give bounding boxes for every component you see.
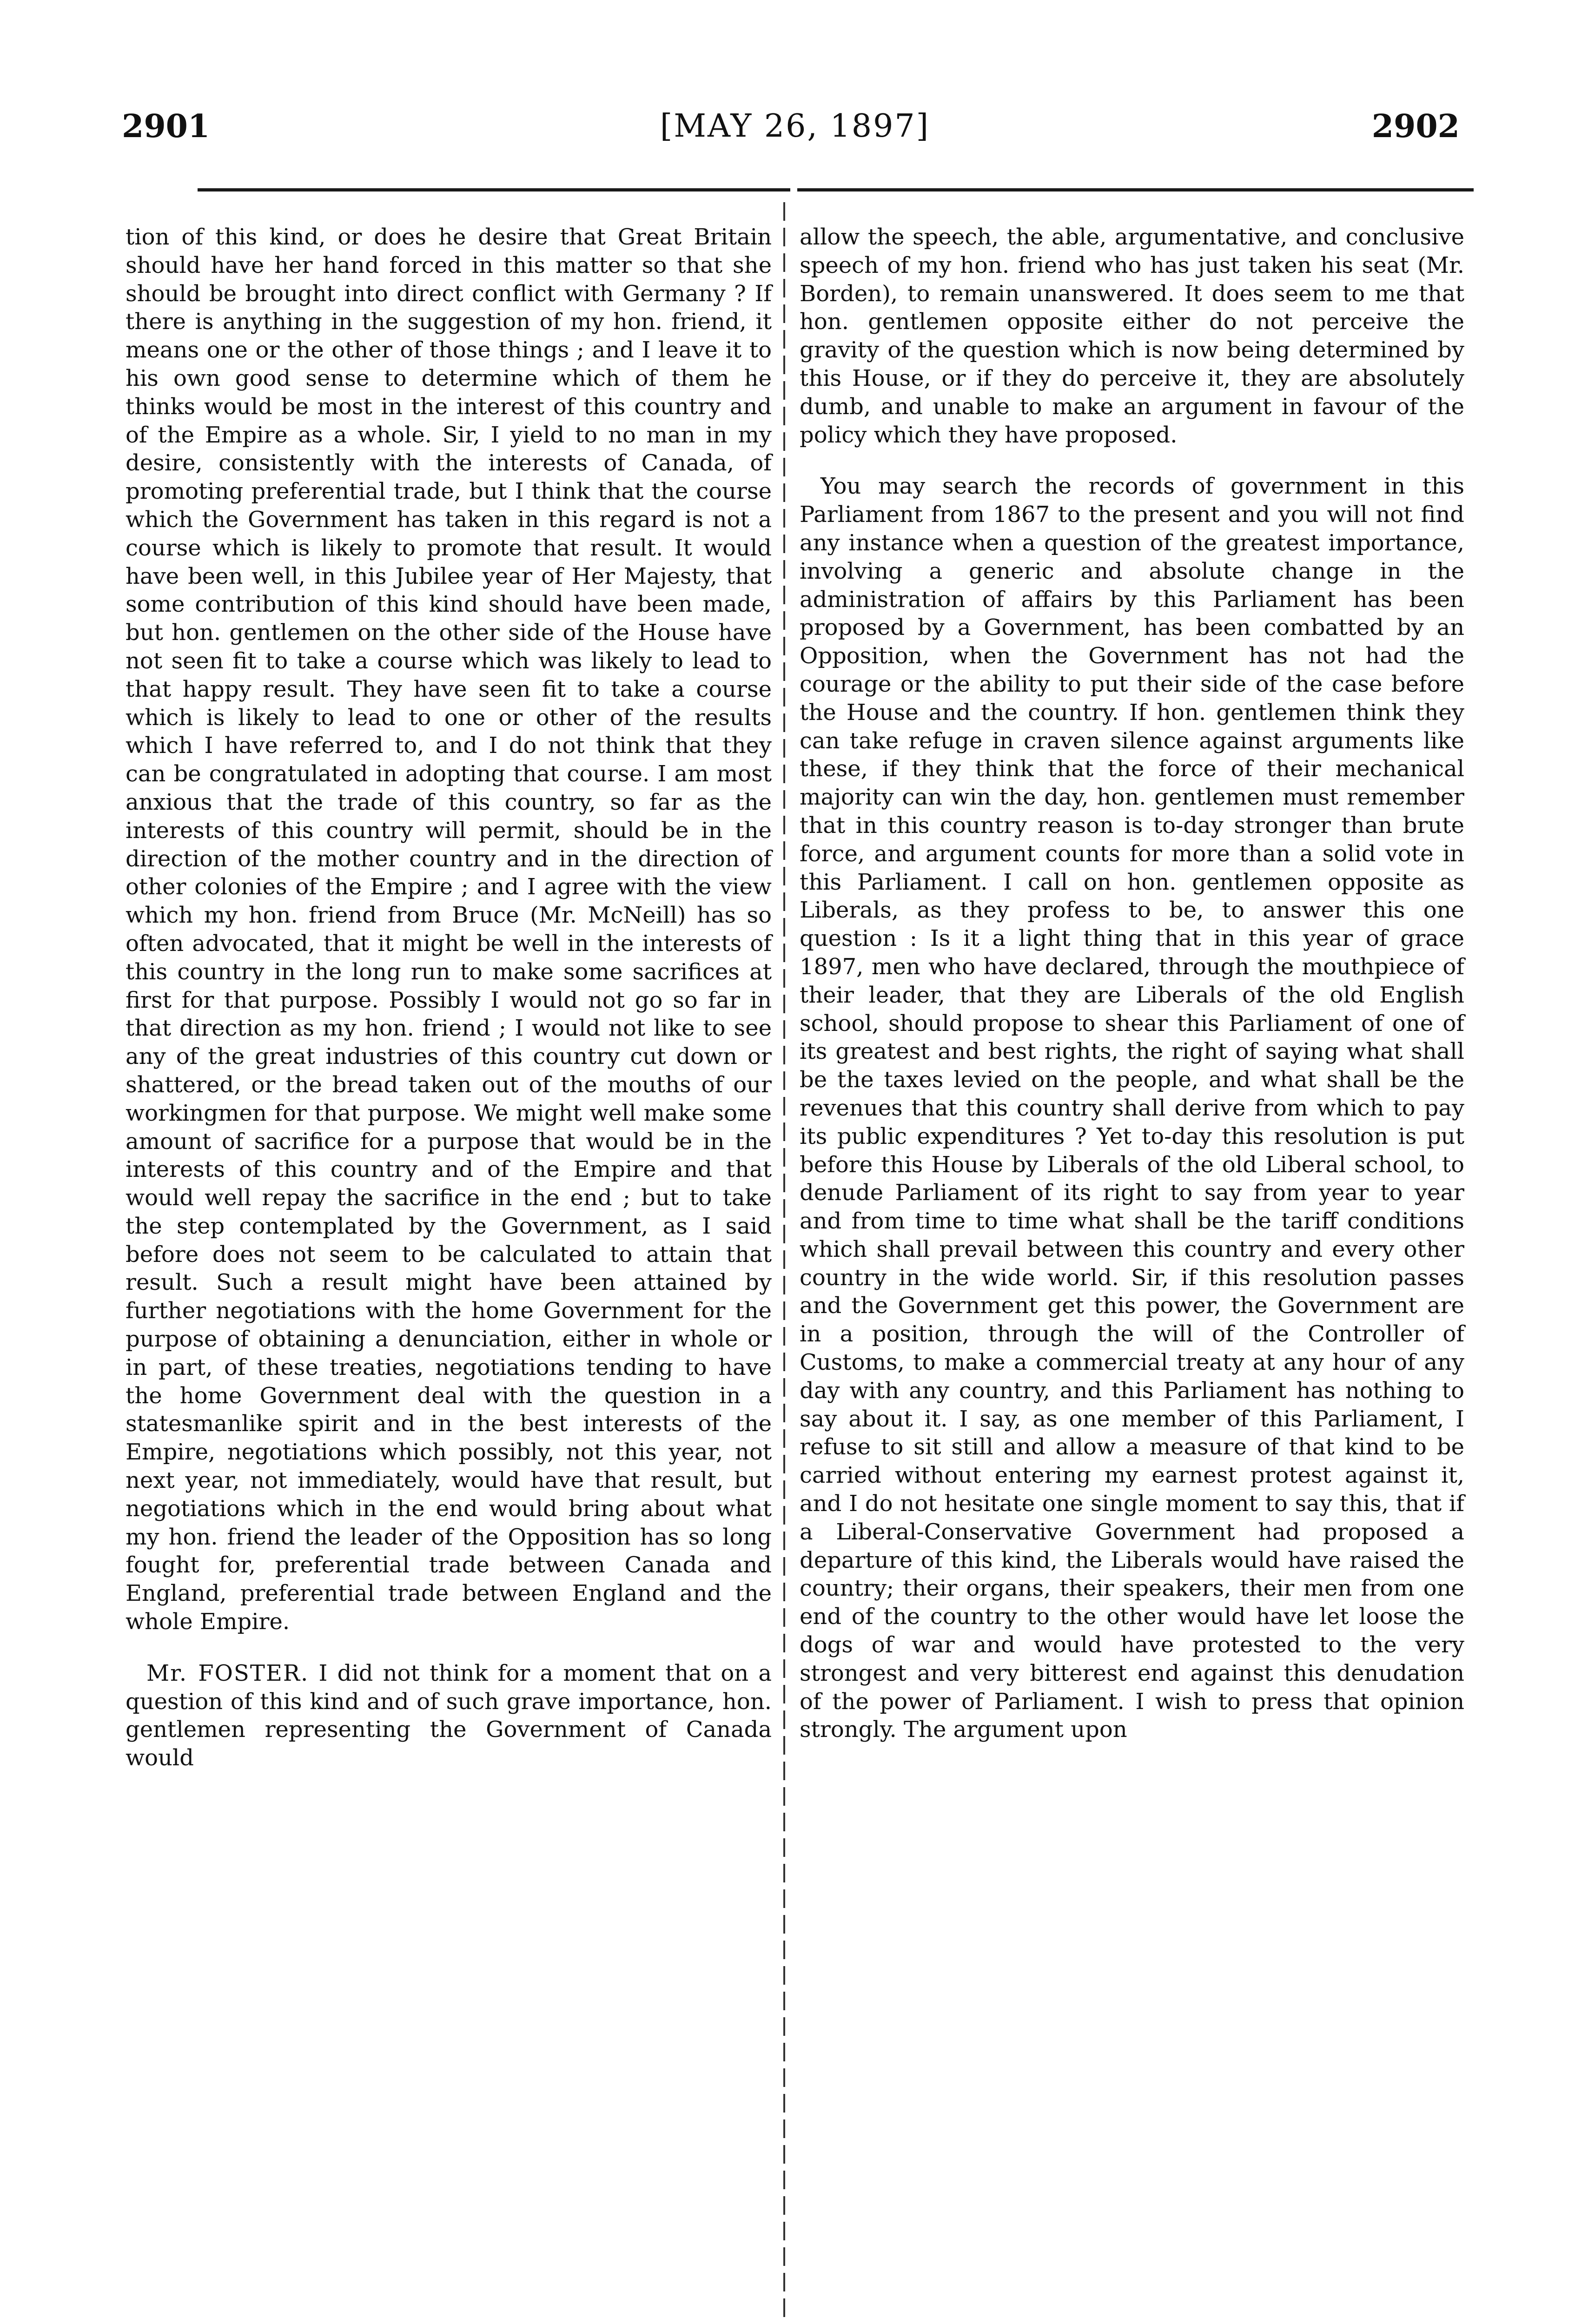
right-page-number: 2902 [1371,108,1460,145]
right-paragraph-2: You may search the records of government in this Parliament from 1867 to the present and you will not find any instance when a question of the greatest importance, involving a generic and absolute change in the administration of affairs by this Parliament has been proposed by a Government, has been combatted by an Opposition, when the Government has not had the courage or the ability to put their side of the case before the House and the country. If hon. gentlemen think they can take refuge in craven silence against arguments like these, if they think that the force of their mechanical majority can win the day, hon. gentlemen must remember that in this country reason is to-day stronger than brute force, and argument counts for more than a solid vote in this Parliament. I call on hon. gentlemen opposite as Liberals, as they profess to be, to answer this one question : Is it a light thing that in this year of grace 1897, men who have declared, through the mouthpiece of their leader, that they are Liberals of the old English school, should propose to shear this Parliament of one of its greatest and best rights, the right of saying what shall be the taxes levied on the people, and what shall be the revenues that this country shall derive from which to pay its public expenditures ? Yet to-day this resolution is put before this House by Liberals of the old Liberal school, to denude Parliament of its right to say from year to year and from time to time what shall be the tariff conditions which shall prevail between this country and every other country in the wide world. Sir, if this resolution passes and the Government get this power, the Government are in a position, through the will of the Controller of Customs, to make a commercial treaty at any hour of any day with any country, and this Parliament has nothing to say about it. I say, as one member of this Parliament, I refuse to sit still and allow a measure of that kind to be carried without entering my earnest protest against it, and I do not hesitate one single moment to say this, that if a Liberal-Conservative Government had proposed a departure of this kind, the Liberals would have raised the country; their organs, their speakers, their men from one end of the country to the other would have let loose the dogs of war and would have protested to the very strongest and very bitterest end against this denudation of the power of Parliament. I wish to press that opinion strongly. The argument upon [800,473,1464,1743]
speaker-name: Mr. FOSTER. [146,1660,309,1686]
left-paragraph-1: tion of this kind, or does he desire that Great Britain should have her hand forced in this matter so that she should be brought into direct conflict with Germany ? If there is anything in the suggestion of my hon. friend, it means one or the other of those things ; and I leave it to his own good sense to determine which of them he thinks would be most in the interest of this country and of the Empire as a whole. Sir, I yield to no man in my desire, consistently with the interests of Canada, of promoting preferential trade, but I think that the course which the Government has taken in this regard is not a course which is likely to promote that result. It would have been well, in this Jubilee year of Her Majesty, that some contribution of this kind should have been made, but hon. gentlemen on the other side of the House have not seen fit to take a course which was likely to lead to that happy result. They have seen fit to take a course which is likely to lead to one or other of the results which I have referred to, and I do not think that they can be congratulated in adopting that course. I am most anxious that the trade of this country, so far as the interests of this country will permit, should be in the direction of the mother country and in the direction of other colonies of the Empire ; and I agree with the view which my hon. friend from Bruce (Mr. McNeill) has so often advocated, that it might be well in the interests of this country in the long run to make some sacrifices at first for that purpose. Possibly I would not go so far in that direction as my hon. friend ; I would not like to see any of the great industries of this country cut down or shattered, or the bread taken out of the mouths of our workingmen for that purpose. We might well make some amount of sacrifice for a purpose that would be in the interests of this country and of the Empire and that would well repay the sacrifice in the end ; but to take the step contemplated by the Government, as I said before does not seem to be calculated to attain that result. Such a result might have been attained by further negotiations with the home Government for the purpose of obtaining a denunciation, either in whole or in part, of these treaties, negotiations tending to have the home Government deal with the question in a statesmanlike spirit and in the best interests of the Empire, negotiations which possibly, not this year, not next year, not immediately, would have that result, but negotiations which in the end would bring about what my hon. friend the leader of the Opposition has so long fought for, preferential trade between Canada and England, preferential trade between England and the whole Empire. [126,224,772,1635]
left-paragraph-2 [126,1659,772,1772]
left-page-number: 2901 [122,108,210,145]
right-column [800,223,1464,1744]
column-divider [783,202,785,2319]
header-rule-left [198,188,790,191]
header-rule-right [797,188,1474,191]
left-paragraph-2-text: I did not think for a moment that on a question of this kind and of such grave importance, hon. gentlemen representing the Government of Canada would [126,1660,772,1771]
page-date: [MAY 26, 1897] [660,108,930,145]
left-column [126,223,772,1772]
right-paragraph-1: allow the speech, the able, argumentative, and conclusive speech of my hon. friend who has just taken his seat (Mr. Borden), to remain unanswered. It does seem to me that hon. gentlemen opposite either do not perceive the gravity of the question which is now being determined by this House, or if they do perceive it, they are absolutely dumb, and unable to make an argument in favour of the policy which they have proposed. [800,224,1464,448]
